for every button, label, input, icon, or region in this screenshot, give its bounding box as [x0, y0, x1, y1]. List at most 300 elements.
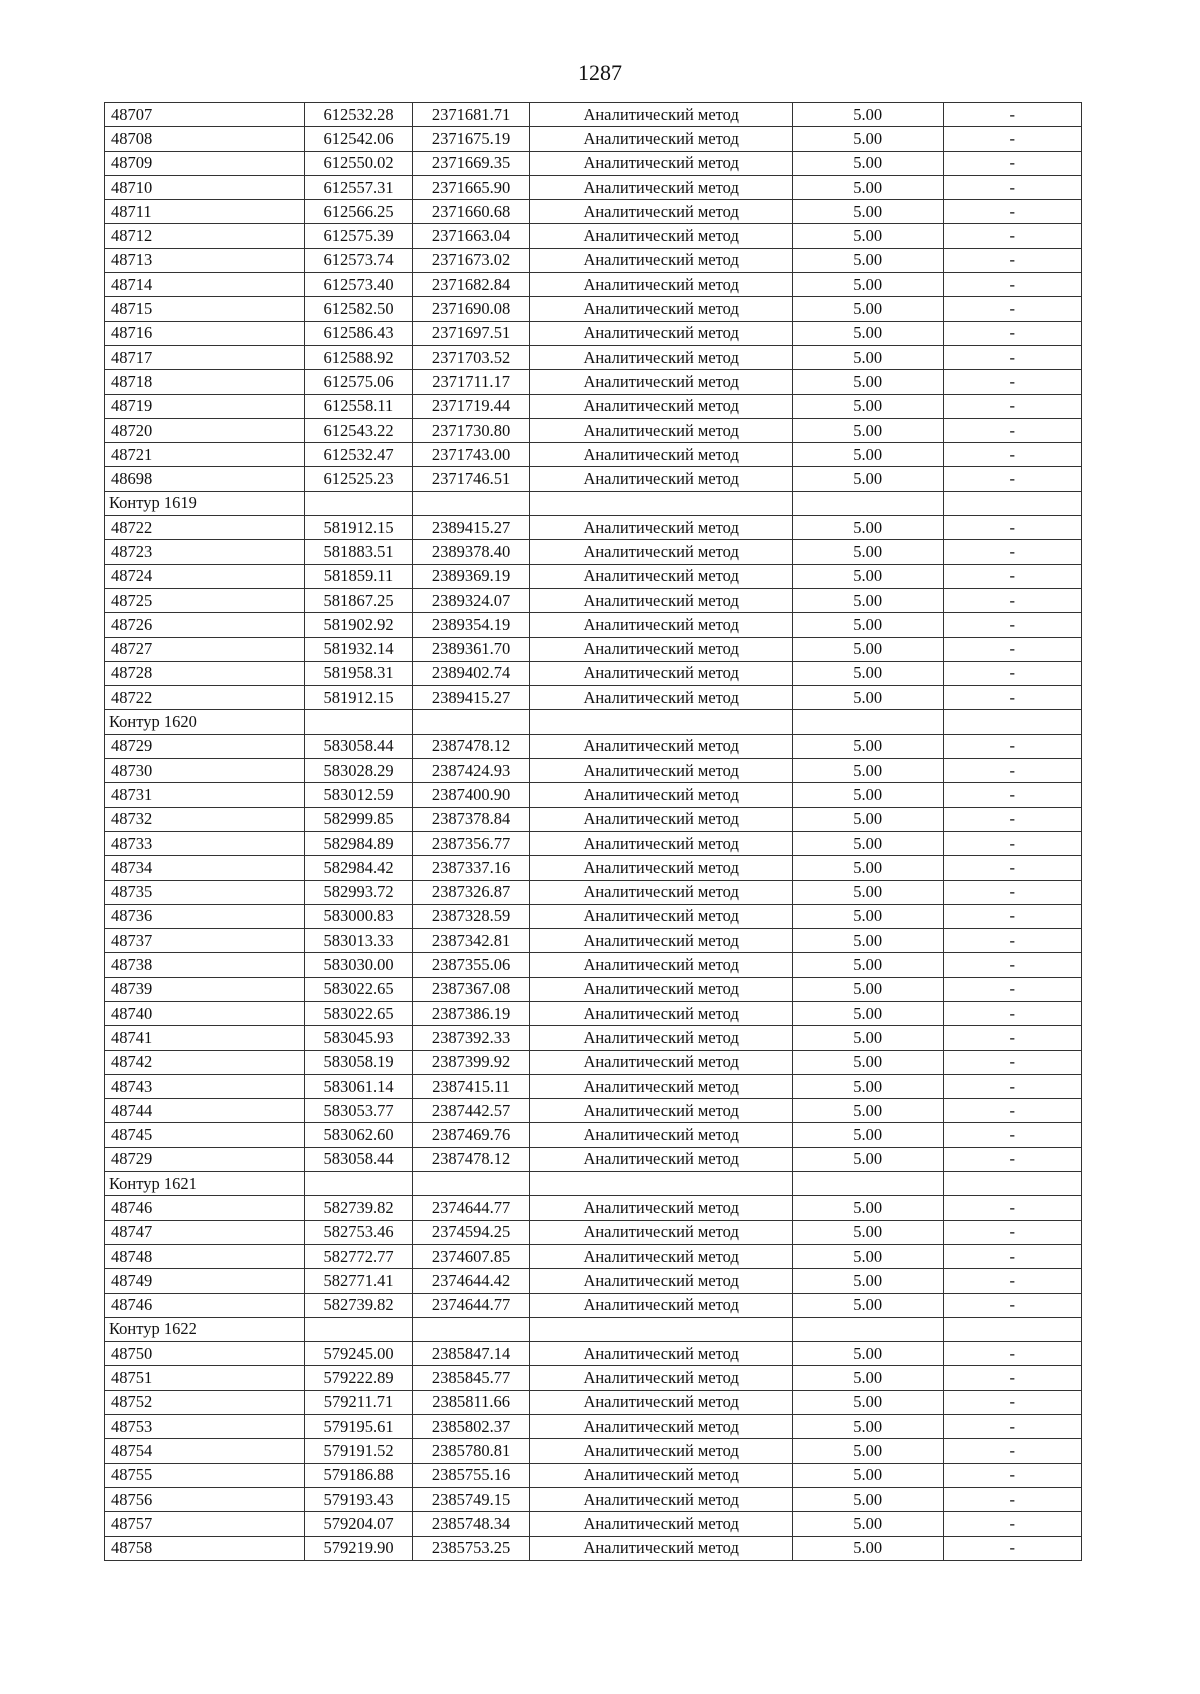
point-id-cell: 48715 [105, 297, 305, 321]
accuracy-cell: 5.00 [792, 1123, 943, 1147]
y-coordinate-cell [412, 1317, 530, 1341]
table-row [105, 1342, 1082, 1366]
contour-label: Контур 1622 [105, 1317, 305, 1341]
accuracy-cell: 5.00 [792, 1366, 943, 1390]
table-row [105, 1512, 1082, 1536]
point-id-cell: 48748 [105, 1244, 305, 1268]
y-coordinate-cell: 2387469.76 [412, 1123, 530, 1147]
accuracy-cell: 5.00 [792, 175, 943, 199]
method-cell: Аналитический метод [530, 394, 792, 418]
point-id-cell: 48755 [105, 1463, 305, 1487]
point-id-cell: 48746 [105, 1196, 305, 1220]
method-cell: Аналитический метод [530, 273, 792, 297]
accuracy-cell: 5.00 [792, 1487, 943, 1511]
x-coordinate-cell: 582739.82 [305, 1293, 412, 1317]
note-cell: - [943, 1415, 1081, 1439]
point-id-cell: 48730 [105, 759, 305, 783]
method-cell: Аналитический метод [530, 1439, 792, 1463]
y-coordinate-cell: 2385802.37 [412, 1415, 530, 1439]
table-row [105, 1147, 1082, 1171]
contour-header-row [105, 491, 1082, 515]
note-cell: - [943, 1487, 1081, 1511]
accuracy-cell: 5.00 [792, 686, 943, 710]
y-coordinate-cell: 2374607.85 [412, 1244, 530, 1268]
note-cell: - [943, 977, 1081, 1001]
accuracy-cell: 5.00 [792, 151, 943, 175]
accuracy-cell: 5.00 [792, 759, 943, 783]
table-row [105, 467, 1082, 491]
y-coordinate-cell: 2374644.42 [412, 1269, 530, 1293]
x-coordinate-cell: 612573.74 [305, 248, 412, 272]
accuracy-cell: 5.00 [792, 977, 943, 1001]
note-cell [943, 1317, 1081, 1341]
accuracy-cell: 5.00 [792, 637, 943, 661]
y-coordinate-cell: 2374594.25 [412, 1220, 530, 1244]
table-row [105, 200, 1082, 224]
note-cell: - [943, 929, 1081, 953]
table-row [105, 637, 1082, 661]
x-coordinate-cell: 581867.25 [305, 588, 412, 612]
x-coordinate-cell: 612558.11 [305, 394, 412, 418]
method-cell: Аналитический метод [530, 1147, 792, 1171]
method-cell: Аналитический метод [530, 953, 792, 977]
y-coordinate-cell: 2387386.19 [412, 1001, 530, 1025]
accuracy-cell: 5.00 [792, 904, 943, 928]
method-cell: Аналитический метод [530, 734, 792, 758]
note-cell: - [943, 831, 1081, 855]
x-coordinate-cell: 612582.50 [305, 297, 412, 321]
note-cell: - [943, 1366, 1081, 1390]
x-coordinate-cell: 583062.60 [305, 1123, 412, 1147]
x-coordinate-cell: 612525.23 [305, 467, 412, 491]
x-coordinate-cell: 612586.43 [305, 321, 412, 345]
method-cell: Аналитический метод [530, 1269, 792, 1293]
note-cell: - [943, 1342, 1081, 1366]
y-coordinate-cell: 2371697.51 [412, 321, 530, 345]
accuracy-cell: 5.00 [792, 831, 943, 855]
y-coordinate-cell: 2387342.81 [412, 929, 530, 953]
x-coordinate-cell: 583030.00 [305, 953, 412, 977]
accuracy-cell: 5.00 [792, 880, 943, 904]
table-row [105, 103, 1082, 127]
x-coordinate-cell: 583058.44 [305, 1147, 412, 1171]
accuracy-cell: 5.00 [792, 1342, 943, 1366]
accuracy-cell: 5.00 [792, 1512, 943, 1536]
y-coordinate-cell: 2374644.77 [412, 1293, 530, 1317]
y-coordinate-cell: 2387478.12 [412, 734, 530, 758]
table-row [105, 1293, 1082, 1317]
method-cell: Аналитический метод [530, 1099, 792, 1123]
y-coordinate-cell: 2387399.92 [412, 1050, 530, 1074]
table-row [105, 880, 1082, 904]
accuracy-cell: 5.00 [792, 929, 943, 953]
x-coordinate-cell: 579186.88 [305, 1463, 412, 1487]
y-coordinate-cell: 2387355.06 [412, 953, 530, 977]
accuracy-cell: 5.00 [792, 418, 943, 442]
note-cell: - [943, 904, 1081, 928]
note-cell: - [943, 759, 1081, 783]
y-coordinate-cell: 2371743.00 [412, 443, 530, 467]
accuracy-cell: 5.00 [792, 1293, 943, 1317]
x-coordinate-cell: 581902.92 [305, 613, 412, 637]
y-coordinate-cell: 2389354.19 [412, 613, 530, 637]
method-cell: Аналитический метод [530, 613, 792, 637]
note-cell: - [943, 856, 1081, 880]
x-coordinate-cell: 582772.77 [305, 1244, 412, 1268]
y-coordinate-cell: 2385845.77 [412, 1366, 530, 1390]
y-coordinate-cell: 2387392.33 [412, 1026, 530, 1050]
table-row [105, 127, 1082, 151]
point-id-cell: 48723 [105, 540, 305, 564]
method-cell [530, 1317, 792, 1341]
y-coordinate-cell: 2371711.17 [412, 370, 530, 394]
y-coordinate-cell: 2387326.87 [412, 880, 530, 904]
method-cell: Аналитический метод [530, 783, 792, 807]
accuracy-cell: 5.00 [792, 1220, 943, 1244]
y-coordinate-cell: 2389378.40 [412, 540, 530, 564]
accuracy-cell: 5.00 [792, 1269, 943, 1293]
point-id-cell: 48714 [105, 273, 305, 297]
method-cell: Аналитический метод [530, 1001, 792, 1025]
accuracy-cell: 5.00 [792, 103, 943, 127]
note-cell: - [943, 734, 1081, 758]
y-coordinate-cell: 2371681.71 [412, 103, 530, 127]
point-id-cell: 48707 [105, 103, 305, 127]
note-cell: - [943, 807, 1081, 831]
note-cell: - [943, 345, 1081, 369]
x-coordinate-cell: 579195.61 [305, 1415, 412, 1439]
x-coordinate-cell: 583045.93 [305, 1026, 412, 1050]
y-coordinate-cell: 2385749.15 [412, 1487, 530, 1511]
accuracy-cell: 5.00 [792, 661, 943, 685]
note-cell: - [943, 127, 1081, 151]
y-coordinate-cell: 2371673.02 [412, 248, 530, 272]
note-cell: - [943, 1050, 1081, 1074]
point-id-cell: 48719 [105, 394, 305, 418]
table-row [105, 1390, 1082, 1414]
y-coordinate-cell: 2371703.52 [412, 345, 530, 369]
method-cell: Аналитический метод [530, 345, 792, 369]
method-cell: Аналитический метод [530, 418, 792, 442]
table-row [105, 1366, 1082, 1390]
method-cell: Аналитический метод [530, 200, 792, 224]
table-row [105, 1463, 1082, 1487]
method-cell: Аналитический метод [530, 661, 792, 685]
method-cell: Аналитический метод [530, 321, 792, 345]
note-cell: - [943, 273, 1081, 297]
point-id-cell: 48708 [105, 127, 305, 151]
note-cell: - [943, 1390, 1081, 1414]
accuracy-cell: 5.00 [792, 783, 943, 807]
note-cell: - [943, 248, 1081, 272]
x-coordinate-cell: 612575.39 [305, 224, 412, 248]
accuracy-cell: 5.00 [792, 1244, 943, 1268]
method-cell: Аналитический метод [530, 175, 792, 199]
contour-label: Контур 1621 [105, 1172, 305, 1196]
accuracy-cell [792, 1172, 943, 1196]
x-coordinate-cell: 612557.31 [305, 175, 412, 199]
note-cell: - [943, 540, 1081, 564]
table-row [105, 273, 1082, 297]
method-cell: Аналитический метод [530, 540, 792, 564]
x-coordinate-cell: 579245.00 [305, 1342, 412, 1366]
note-cell: - [943, 103, 1081, 127]
y-coordinate-cell: 2389324.07 [412, 588, 530, 612]
y-coordinate-cell: 2371746.51 [412, 467, 530, 491]
point-id-cell: 48756 [105, 1487, 305, 1511]
y-coordinate-cell: 2385755.16 [412, 1463, 530, 1487]
note-cell: - [943, 1269, 1081, 1293]
x-coordinate-cell: 581859.11 [305, 564, 412, 588]
table-row [105, 904, 1082, 928]
note-cell: - [943, 151, 1081, 175]
note-cell: - [943, 175, 1081, 199]
method-cell: Аналитический метод [530, 588, 792, 612]
y-coordinate-cell: 2389415.27 [412, 686, 530, 710]
point-id-cell: 48727 [105, 637, 305, 661]
x-coordinate-cell: 579222.89 [305, 1366, 412, 1390]
method-cell: Аналитический метод [530, 977, 792, 1001]
table-row [105, 783, 1082, 807]
accuracy-cell: 5.00 [792, 467, 943, 491]
table-row [105, 321, 1082, 345]
note-cell [943, 491, 1081, 515]
accuracy-cell: 5.00 [792, 856, 943, 880]
point-id-cell: 48745 [105, 1123, 305, 1147]
accuracy-cell: 5.00 [792, 394, 943, 418]
note-cell: - [943, 1512, 1081, 1536]
x-coordinate-cell: 581912.15 [305, 516, 412, 540]
x-coordinate-cell: 582984.89 [305, 831, 412, 855]
y-coordinate-cell: 2387442.57 [412, 1099, 530, 1123]
table-row [105, 175, 1082, 199]
method-cell: Аналитический метод [530, 248, 792, 272]
point-id-cell: 48752 [105, 1390, 305, 1414]
y-coordinate-cell: 2387400.90 [412, 783, 530, 807]
note-cell: - [943, 1074, 1081, 1098]
note-cell: - [943, 953, 1081, 977]
method-cell: Аналитический метод [530, 1366, 792, 1390]
method-cell: Аналитический метод [530, 370, 792, 394]
accuracy-cell: 5.00 [792, 127, 943, 151]
x-coordinate-cell [305, 1317, 412, 1341]
point-id-cell: 48722 [105, 516, 305, 540]
table-row [105, 1026, 1082, 1050]
point-id-cell: 48720 [105, 418, 305, 442]
table-row [105, 1536, 1082, 1560]
table-row [105, 1196, 1082, 1220]
note-cell: - [943, 613, 1081, 637]
accuracy-cell: 5.00 [792, 1415, 943, 1439]
x-coordinate-cell: 581932.14 [305, 637, 412, 661]
note-cell: - [943, 297, 1081, 321]
note-cell: - [943, 1244, 1081, 1268]
point-id-cell: 48732 [105, 807, 305, 831]
x-coordinate-cell: 582753.46 [305, 1220, 412, 1244]
method-cell: Аналитический метод [530, 1196, 792, 1220]
table-row [105, 831, 1082, 855]
x-coordinate-cell [305, 710, 412, 734]
x-coordinate-cell: 612532.28 [305, 103, 412, 127]
x-coordinate-cell: 582993.72 [305, 880, 412, 904]
point-id-cell: 48722 [105, 686, 305, 710]
y-coordinate-cell: 2387478.12 [412, 1147, 530, 1171]
accuracy-cell: 5.00 [792, 516, 943, 540]
note-cell: - [943, 783, 1081, 807]
method-cell [530, 710, 792, 734]
accuracy-cell: 5.00 [792, 1050, 943, 1074]
method-cell: Аналитический метод [530, 904, 792, 928]
x-coordinate-cell: 583058.19 [305, 1050, 412, 1074]
point-id-cell: 48729 [105, 1147, 305, 1171]
note-cell: - [943, 321, 1081, 345]
y-coordinate-cell: 2387337.16 [412, 856, 530, 880]
point-id-cell: 48717 [105, 345, 305, 369]
table-row [105, 856, 1082, 880]
note-cell: - [943, 564, 1081, 588]
table-row [105, 1123, 1082, 1147]
accuracy-cell: 5.00 [792, 248, 943, 272]
y-coordinate-cell: 2387378.84 [412, 807, 530, 831]
note-cell: - [943, 418, 1081, 442]
note-cell: - [943, 1099, 1081, 1123]
accuracy-cell: 5.00 [792, 1196, 943, 1220]
page-number: 1287 [578, 60, 622, 85]
point-id-cell: 48736 [105, 904, 305, 928]
accuracy-cell: 5.00 [792, 540, 943, 564]
method-cell: Аналитический метод [530, 1487, 792, 1511]
accuracy-cell: 5.00 [792, 1536, 943, 1560]
x-coordinate-cell: 581883.51 [305, 540, 412, 564]
table-row [105, 418, 1082, 442]
note-cell: - [943, 467, 1081, 491]
x-coordinate-cell: 579191.52 [305, 1439, 412, 1463]
point-id-cell: 48754 [105, 1439, 305, 1463]
x-coordinate-cell [305, 491, 412, 515]
method-cell: Аналитический метод [530, 807, 792, 831]
method-cell: Аналитический метод [530, 1463, 792, 1487]
accuracy-cell: 5.00 [792, 321, 943, 345]
point-id-cell: 48749 [105, 1269, 305, 1293]
note-cell: - [943, 880, 1081, 904]
x-coordinate-cell: 583053.77 [305, 1099, 412, 1123]
method-cell: Аналитический метод [530, 151, 792, 175]
table-row [105, 759, 1082, 783]
table-row [105, 1487, 1082, 1511]
point-id-cell: 48751 [105, 1366, 305, 1390]
table-row [105, 734, 1082, 758]
point-id-cell: 48733 [105, 831, 305, 855]
method-cell: Аналитический метод [530, 467, 792, 491]
table-row [105, 1220, 1082, 1244]
table-row [105, 151, 1082, 175]
note-cell: - [943, 443, 1081, 467]
x-coordinate-cell: 583022.65 [305, 977, 412, 1001]
method-cell: Аналитический метод [530, 1220, 792, 1244]
method-cell: Аналитический метод [530, 831, 792, 855]
note-cell: - [943, 1001, 1081, 1025]
note-cell: - [943, 224, 1081, 248]
x-coordinate-cell: 583000.83 [305, 904, 412, 928]
y-coordinate-cell [412, 491, 530, 515]
point-id-cell: 48728 [105, 661, 305, 685]
accuracy-cell: 5.00 [792, 613, 943, 637]
note-cell: - [943, 1196, 1081, 1220]
table-row [105, 345, 1082, 369]
y-coordinate-cell: 2387356.77 [412, 831, 530, 855]
table-row [105, 564, 1082, 588]
method-cell: Аналитический метод [530, 856, 792, 880]
method-cell: Аналитический метод [530, 1342, 792, 1366]
x-coordinate-cell: 612532.47 [305, 443, 412, 467]
x-coordinate-cell: 582984.42 [305, 856, 412, 880]
table-row [105, 443, 1082, 467]
x-coordinate-cell: 583058.44 [305, 734, 412, 758]
point-id-cell: 48712 [105, 224, 305, 248]
y-coordinate-cell: 2385753.25 [412, 1536, 530, 1560]
point-id-cell: 48743 [105, 1074, 305, 1098]
accuracy-cell: 5.00 [792, 1463, 943, 1487]
point-id-cell: 48747 [105, 1220, 305, 1244]
table-row [105, 297, 1082, 321]
accuracy-cell: 5.00 [792, 370, 943, 394]
note-cell: - [943, 200, 1081, 224]
x-coordinate-cell: 582739.82 [305, 1196, 412, 1220]
table-row [105, 977, 1082, 1001]
method-cell: Аналитический метод [530, 759, 792, 783]
x-coordinate-cell: 581912.15 [305, 686, 412, 710]
y-coordinate-cell: 2374644.77 [412, 1196, 530, 1220]
y-coordinate-cell: 2389361.70 [412, 637, 530, 661]
x-coordinate-cell [305, 1172, 412, 1196]
note-cell: - [943, 686, 1081, 710]
x-coordinate-cell: 612542.06 [305, 127, 412, 151]
x-coordinate-cell: 583061.14 [305, 1074, 412, 1098]
table-body [105, 103, 1082, 1561]
x-coordinate-cell: 612575.06 [305, 370, 412, 394]
method-cell: Аналитический метод [530, 1415, 792, 1439]
x-coordinate-cell: 583028.29 [305, 759, 412, 783]
accuracy-cell: 5.00 [792, 200, 943, 224]
accuracy-cell [792, 710, 943, 734]
y-coordinate-cell: 2389369.19 [412, 564, 530, 588]
accuracy-cell: 5.00 [792, 1439, 943, 1463]
table-row [105, 1415, 1082, 1439]
x-coordinate-cell: 612573.40 [305, 273, 412, 297]
table-row [105, 1439, 1082, 1463]
y-coordinate-cell: 2371669.35 [412, 151, 530, 175]
method-cell: Аналитический метод [530, 880, 792, 904]
accuracy-cell: 5.00 [792, 1074, 943, 1098]
coordinates-table [104, 102, 1082, 1561]
point-id-cell: 48758 [105, 1536, 305, 1560]
y-coordinate-cell: 2371675.19 [412, 127, 530, 151]
method-cell: Аналитический метод [530, 1536, 792, 1560]
point-id-cell: 48746 [105, 1293, 305, 1317]
x-coordinate-cell: 612588.92 [305, 345, 412, 369]
method-cell: Аналитический метод [530, 516, 792, 540]
accuracy-cell: 5.00 [792, 588, 943, 612]
method-cell: Аналитический метод [530, 1050, 792, 1074]
table-row [105, 929, 1082, 953]
accuracy-cell: 5.00 [792, 273, 943, 297]
x-coordinate-cell: 579219.90 [305, 1536, 412, 1560]
y-coordinate-cell: 2385811.66 [412, 1390, 530, 1414]
y-coordinate-cell: 2371663.04 [412, 224, 530, 248]
method-cell: Аналитический метод [530, 443, 792, 467]
method-cell: Аналитический метод [530, 686, 792, 710]
accuracy-cell: 5.00 [792, 224, 943, 248]
